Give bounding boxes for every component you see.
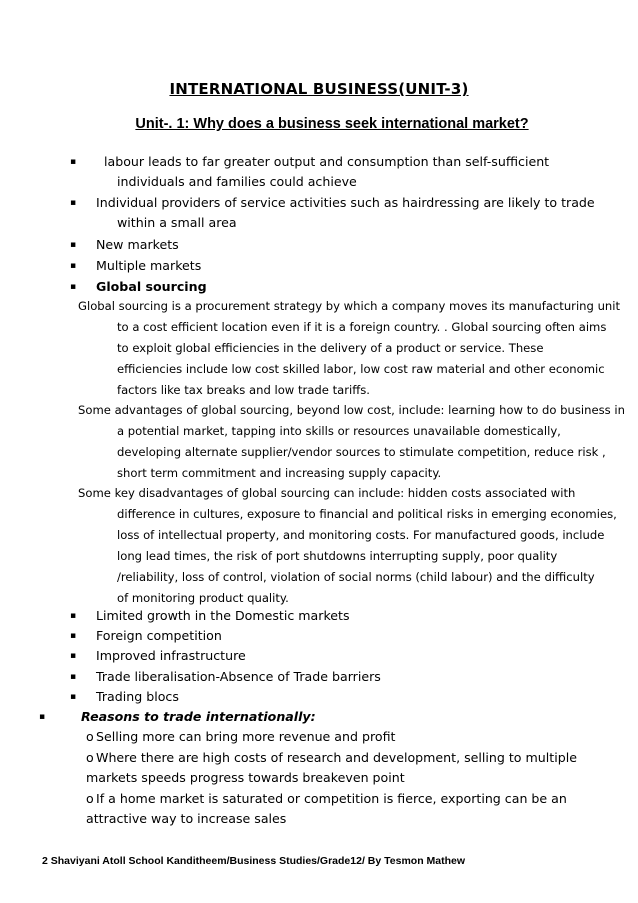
circle-marker: o [86,750,94,765]
paragraph-line: to exploit global efficiencies in the delivery of a product or service. These [117,341,544,355]
circle-marker: o [86,791,94,806]
bullet-text: individuals and families could achieve [117,174,357,189]
reason-text: markets speeds progress towards breakeven point [86,770,405,785]
reasons-heading: Reasons to trade internationally: [81,709,316,724]
paragraph-line: short term commitment and increasing supply capacity. [117,466,442,480]
bullet-text: Foreign competition [96,628,222,643]
bullet-text: Limited growth in the Domestic markets [96,608,350,623]
bullet-marker: ▪ [70,261,77,271]
paragraph-line: Some key disadvantages of global sourcing can include: hidden costs associated with [78,486,576,500]
bullet-marker: ▪ [70,692,77,702]
bullet-marker: ▪ [70,240,77,250]
bullet-text: Trade liberalisation-Absence of Trade barriers [96,669,381,684]
paragraph-line: developing alternate supplier/vendor sources to stimulate competition, reduce risk , [117,445,606,459]
bullet-text: Improved infrastructure [96,648,246,663]
page-title: INTERNATIONAL BUSINESS(UNIT-3) [169,80,469,98]
paragraph-line: efficiencies include low cost skilled labor, low cost raw material and other economic [117,362,605,376]
bullet-marker: ▪ [70,651,77,661]
reason-text: If a home market is saturated or competition is fierce, exporting can be an [96,791,567,806]
bullet-text-global-sourcing: Global sourcing [96,279,207,294]
bullet-text: Trading blocs [96,689,179,704]
paragraph-line: Some advantages of global sourcing, beyond low cost, include: learning how to do business in [78,403,625,417]
bullet-marker: ▪ [39,712,46,722]
bullet-text: within a small area [117,215,237,230]
bullet-text: Multiple markets [96,258,202,273]
bullet-marker: ▪ [70,282,77,292]
bullet-text: labour leads to far greater output and consumption than self-sufficient [104,154,550,169]
bullet-marker: ▪ [70,198,77,208]
paragraph-line: factors like tax breaks and low trade tariffs. [117,383,370,397]
bullet-marker: ▪ [70,611,77,621]
bullet-marker: ▪ [70,631,77,641]
bullet-marker: ▪ [70,672,77,682]
paragraph-line: a potential market, tapping into skills or resources unavailable domestically, [117,424,561,438]
paragraph-line: /reliability, loss of control, violation of social norms (child labour) and the difficulty [117,570,595,584]
paragraph-line: of monitoring product quality. [117,591,289,605]
paragraph-line: long lead times, the risk of port shutdowns interrupting supply, poor quality [117,549,558,563]
paragraph-line: loss of intellectual property, and monitoring costs. For manufactured goods, include [117,528,605,542]
bullet-text: New markets [96,237,179,252]
reason-text: Where there are high costs of research and development, selling to multiple [96,750,577,765]
paragraph-line: to a cost efficient location even if it is a foreign country. . Global sourcing often aims [117,320,607,334]
page-subtitle: Unit-. 1: Why does a business seek international market? [135,116,529,132]
reason-text: attractive way to increase sales [86,811,287,826]
bullet-text: Individual providers of service activities such as hairdressing are likely to trade [96,195,595,210]
bullet-marker: ▪ [70,157,77,167]
reason-text: Selling more can bring more revenue and profit [96,729,396,744]
page-footer: 2 Shaviyani Atoll School Kanditheem/Business Studies/Grade12/ By Tesmon Mathew [42,855,466,867]
paragraph-line: difference in cultures, exposure to financial and political risks in emerging economies, [117,507,617,521]
circle-marker: o [86,729,94,744]
paragraph-line: Global sourcing is a procurement strategy by which a company moves its manufacturing unit [78,299,621,313]
